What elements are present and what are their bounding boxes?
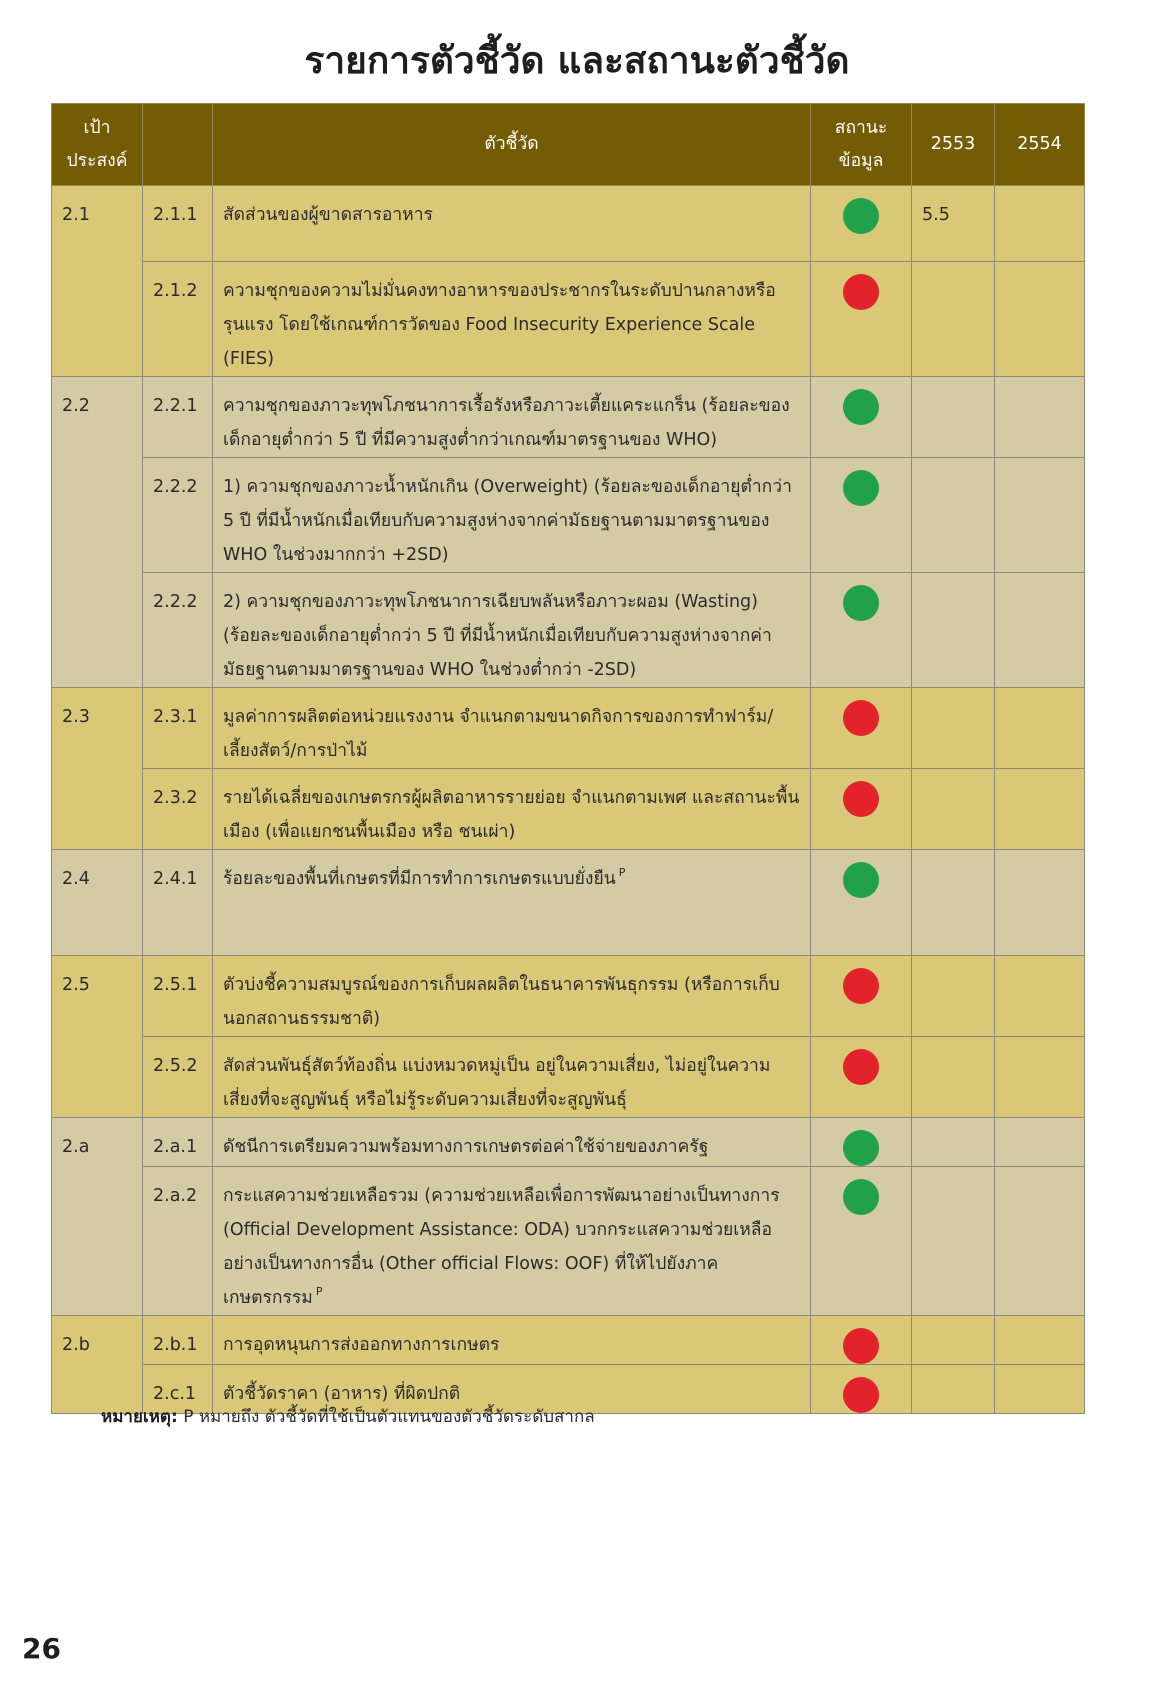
status-red-dot-icon: [843, 1377, 879, 1413]
status-cell: [811, 769, 912, 850]
year-2553-cell: [912, 1365, 995, 1414]
status-cell: [811, 688, 912, 769]
year-2553-column-header: 2553: [912, 104, 995, 186]
year-2554-cell: [995, 262, 1085, 377]
status-column-header: สถานะ ข้อมูล: [811, 104, 912, 186]
indicator-description: ตัวบ่งชี้ความสมบูรณ์ของการเก็บผลผลิตในธนาคารพันธุกรรม (หรือการเก็บนอกสถานธรรมชาติ): [223, 975, 780, 1029]
indicator-code-cell: 2.5.2: [143, 1037, 213, 1118]
table-row: [52, 573, 1085, 688]
status-red-dot-icon: [843, 968, 879, 1004]
year-2553-cell: [912, 1037, 995, 1118]
indicator-code-cell: 2.a.1: [143, 1118, 213, 1167]
table-row: [52, 1118, 1085, 1167]
indicator-description-cell: [213, 262, 811, 377]
indicator-code-cell: 2.2.1: [143, 377, 213, 458]
indicator-description: 1) ความชุกของภาวะน้ำหนักเกิน (Overweight) (ร้อยละของเด็กอายุต่ำกว่า 5 ปี ที่มีน้ำหนักเมื่อเทียบกับความสูงห่างจากค่ามัธยฐานตามมาตรฐานของ WHO ในช่วงมากกว่า +2SD): [223, 477, 792, 565]
indicator-description: การอุดหนุนการส่งออกทางการเกษตร: [223, 1335, 500, 1355]
year-2554-cell: [995, 688, 1085, 769]
status-cell: [811, 377, 912, 458]
status-red-dot-icon: [843, 700, 879, 736]
status-red-dot-icon: [843, 781, 879, 817]
indicator-description-cell: [213, 688, 811, 769]
table-row: [52, 377, 1085, 458]
status-cell: [811, 1037, 912, 1118]
year-2554-cell: [995, 186, 1085, 262]
status-cell: [811, 573, 912, 688]
goal-cell: 2.a: [52, 1118, 143, 1316]
footnote: [101, 1403, 595, 1430]
indicator-description: สัดส่วนของผู้ขาดสารอาหาร: [223, 205, 433, 225]
year-2553-cell: [912, 573, 995, 688]
indicator-column-header: ตัวชี้วัด: [213, 104, 811, 186]
goal-cell: 2.4: [52, 850, 143, 956]
status-green-dot-icon: [843, 585, 879, 621]
year-2554-cell: [995, 1118, 1085, 1167]
indicator-code-cell: 2.b.1: [143, 1316, 213, 1365]
year-2554-cell: [995, 1167, 1085, 1316]
indicator-description-cell: [213, 1167, 811, 1316]
indicator-description-cell: [213, 1118, 811, 1167]
indicator-description: ความชุกของความไม่มั่นคงทางอาหารของประชากรในระดับปานกลางหรือรุนแรง โดยใช้เกณฑ์การวัดของ Food Insecurity Experience Scale (FIES): [223, 281, 776, 369]
indicator-description: ร้อยละของพื้นที่เกษตรที่มีการทำการเกษตรแบบยั่งยืน: [223, 869, 616, 889]
year-2554-cell: [995, 458, 1085, 573]
year-2554-cell: [995, 956, 1085, 1037]
proxy-marker: P: [618, 866, 626, 879]
goal-cell: 2.5: [52, 956, 143, 1118]
indicator-description-cell: [213, 458, 811, 573]
table-row: [52, 1316, 1085, 1365]
year-2553-cell: 5.5: [912, 186, 995, 262]
goal-column-header: เป้า ประสงค์: [52, 104, 143, 186]
status-cell: [811, 850, 912, 956]
year-2553-cell: [912, 377, 995, 458]
indicator-code-cell: 2.1.1: [143, 186, 213, 262]
year-2553-cell: [912, 1167, 995, 1316]
table-row: [52, 688, 1085, 769]
indicator-description-cell: [213, 956, 811, 1037]
status-cell: [811, 1365, 912, 1414]
status-cell: [811, 1118, 912, 1167]
year-2553-cell: [912, 262, 995, 377]
footnote-text: P หมายถึง ตัวชี้วัดที่ใช้เป็นตัวแทนของตัวชี้วัดระดับสากล: [183, 1407, 595, 1427]
indicator-code-cell: 2.5.1: [143, 956, 213, 1037]
indicator-description: ดัชนีการเตรียมความพร้อมทางการเกษตรต่อค่าใช้จ่ายของภาครัฐ: [223, 1137, 709, 1157]
status-green-dot-icon: [843, 862, 879, 898]
indicator-code-cell: 2.3.2: [143, 769, 213, 850]
table-row: [52, 850, 1085, 956]
status-green-dot-icon: [843, 389, 879, 425]
goal-cell: 2.2: [52, 377, 143, 688]
status-cell: [811, 262, 912, 377]
status-cell: [811, 1316, 912, 1365]
status-cell: [811, 956, 912, 1037]
status-red-dot-icon: [843, 1049, 879, 1085]
table-row: [52, 956, 1085, 1037]
table-row: [52, 262, 1085, 377]
year-2553-cell: [912, 956, 995, 1037]
table-body: [52, 186, 1085, 1414]
status-green-dot-icon: [843, 1130, 879, 1166]
table-row: [52, 458, 1085, 573]
table-row: [52, 1037, 1085, 1118]
indicator-code-cell: 2.4.1: [143, 850, 213, 956]
indicator-table: [51, 103, 1085, 1414]
indicator-description-cell: [213, 1037, 811, 1118]
goal-cell: 2.3: [52, 688, 143, 850]
year-2553-cell: [912, 769, 995, 850]
goal-cell: 2.b: [52, 1316, 143, 1414]
status-cell: [811, 186, 912, 262]
indicator-description-cell: [213, 186, 811, 262]
indicator-code-cell: 2.2.2: [143, 573, 213, 688]
table-row: [52, 186, 1085, 262]
indicator-description-cell: [213, 769, 811, 850]
indicator-description-cell: [213, 377, 811, 458]
indicator-description: 2) ความชุกของภาวะทุพโภชนาการเฉียบพลันหรือภาวะผอม (Wasting) (ร้อยละของเด็กอายุต่ำกว่า 5 ปี ที่มีน้ำหนักเมื่อเทียบกับความสูงห่างจากค่ามัธยฐานตามมาตรฐานของ WHO ในช่วงต่ำกว่า -2SD): [223, 592, 772, 680]
indicator-code-cell: 2.c.1: [143, 1365, 213, 1414]
year-2553-cell: [912, 850, 995, 956]
year-2553-cell: [912, 458, 995, 573]
year-2554-cell: [995, 769, 1085, 850]
year-2553-cell: [912, 1118, 995, 1167]
indicator-code-cell: 2.a.2: [143, 1167, 213, 1316]
status-green-dot-icon: [843, 1179, 879, 1215]
indicator-description: มูลค่าการผลิตต่อหน่วยแรงงาน จำแนกตามขนาดกิจการของการทำฟาร์ม/เลี้ยงสัตว์/การป่าไม้: [223, 707, 774, 761]
indicator-code-cell: 2.1.2: [143, 262, 213, 377]
year-2554-cell: [995, 377, 1085, 458]
table-header-row: [52, 104, 1085, 186]
goal-cell: 2.1: [52, 186, 143, 377]
year-2554-cell: [995, 1037, 1085, 1118]
footnote-label: หมายเหตุ:: [101, 1407, 178, 1427]
status-cell: [811, 458, 912, 573]
indicator-description: กระแสความช่วยเหลือรวม (ความช่วยเหลือเพื่อการพัฒนาอย่างเป็นทางการ (Official Development Assistance: ODA) บวกกระแสความช่วยเหลืออย่างเป็นทางการอื่น (Other official Flows: OOF) ที่ให้ไปยังภาคเกษตรกรรม: [223, 1186, 780, 1308]
year-2553-cell: [912, 1316, 995, 1365]
indicator-description: ความชุกของภาวะทุพโภชนาการเรื้อรังหรือภาวะเตี้ยแคระแกร็น (ร้อยละของเด็กอายุต่ำกว่า 5 ปี ที่มีความสูงต่ำกว่าเกณฑ์มาตรฐานของ WHO): [223, 396, 790, 450]
year-2553-cell: [912, 688, 995, 769]
page-title: รายการตัวชี้วัด และสถานะตัวชี้วัด: [304, 39, 850, 82]
indicator-description-cell: [213, 1316, 811, 1365]
table-row: [52, 769, 1085, 850]
proxy-marker: P: [315, 1285, 323, 1298]
status-red-dot-icon: [843, 274, 879, 310]
code-column-header: [143, 104, 213, 186]
status-green-dot-icon: [843, 470, 879, 506]
indicator-description: ตัวชี้วัดราคา (อาหาร) ที่ผิดปกติ: [223, 1384, 461, 1404]
page-number: 26: [22, 1632, 61, 1665]
indicator-code-cell: 2.2.2: [143, 458, 213, 573]
indicator-code-cell: 2.3.1: [143, 688, 213, 769]
indicator-description-cell: [213, 573, 811, 688]
year-2554-cell: [995, 850, 1085, 956]
status-cell: [811, 1167, 912, 1316]
status-red-dot-icon: [843, 1328, 879, 1364]
year-2554-cell: [995, 1316, 1085, 1365]
indicator-description: รายได้เฉลี่ยของเกษตรกรผู้ผลิตอาหารรายย่อย จำแนกตามเพศ และสถานะพื้นเมือง (เพื่อแยกชนพื้นเมือง หรือ ชนเผ่า): [223, 788, 800, 842]
year-2554-cell: [995, 1365, 1085, 1414]
table-row: [52, 1167, 1085, 1316]
status-green-dot-icon: [843, 198, 879, 234]
year-2554-column-header: 2554: [995, 104, 1085, 186]
indicator-description: สัดส่วนพันธุ์สัตว์ท้องถิ่น แบ่งหมวดหมู่เป็น อยู่ในความเสี่ยง, ไม่อยู่ในความเสี่ยงที่จะสูญพันธุ์ หรือไม่รู้ระดับความเสี่ยงที่จะสูญพันธุ์: [223, 1056, 771, 1110]
year-2554-cell: [995, 573, 1085, 688]
indicator-description-cell: [213, 850, 811, 956]
